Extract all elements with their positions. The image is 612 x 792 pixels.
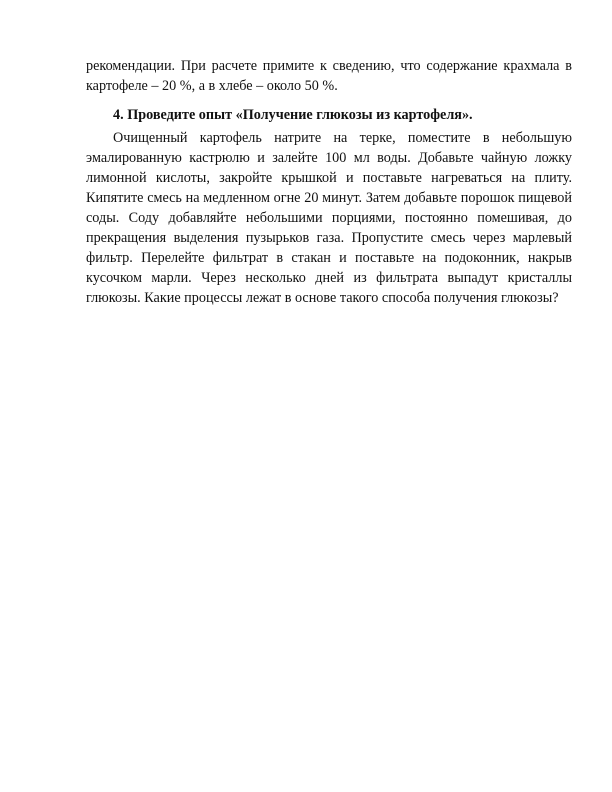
experiment-line-6: прекращения выделения пузырьков газа. Пропустите смесь через марлевый xyxy=(86,230,572,246)
experiment-line-9: глюкозы. Какие процессы лежат в основе такого способа получения глюкозы? xyxy=(86,290,559,306)
intro-paragraph xyxy=(86,56,572,96)
section-heading: 4. Проведите опыт «Получение глюкозы из картофеля». xyxy=(113,107,473,123)
experiment-line-2: эмалированную кастрюлю и залейте 100 мл воды. Добавьте чайную ложку xyxy=(86,150,572,166)
experiment-line-3: лимонной кислоты, закройте крышкой и поставьте нагреваться на плиту. xyxy=(86,170,572,186)
intro-line-2: картофеле – 20 %, а в хлебе – около 50 %. xyxy=(86,78,338,94)
document-body xyxy=(86,56,572,308)
experiment-line-8: кусочком марли. Через несколько дней из фильтрата выпадут кристаллы xyxy=(86,270,572,286)
intro-line-1: рекомендации. При расчете примите к сведению, что содержание крахмала в xyxy=(86,58,572,74)
experiment-paragraph xyxy=(86,128,572,308)
experiment-line-4: Кипятите смесь на медленном огне 20 минут. Затем добавьте порошок пищевой xyxy=(86,190,572,206)
experiment-line-7: фильтр. Перелейте фильтрат в стакан и поставьте на подоконник, накрыв xyxy=(86,250,572,266)
experiment-line-1: Очищенный картофель натрите на терке, поместите в небольшую xyxy=(113,130,572,146)
experiment-line-5: соды. Соду добавляйте небольшими порциями, постоянно помешивая, до xyxy=(86,210,572,226)
